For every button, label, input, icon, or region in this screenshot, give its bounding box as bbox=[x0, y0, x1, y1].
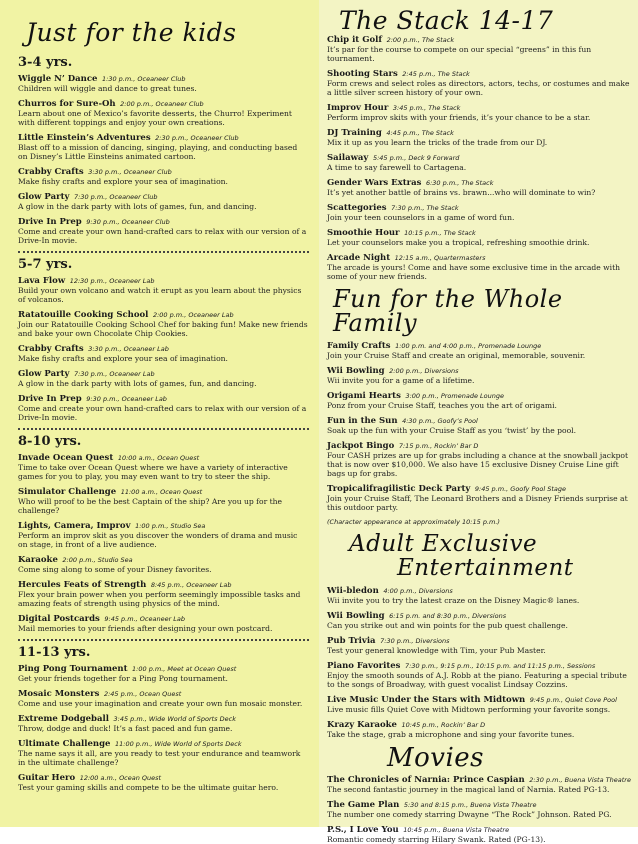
event-heading bbox=[327, 720, 632, 730]
stack-events bbox=[327, 35, 632, 281]
event-title: Drive In Prep bbox=[18, 394, 82, 404]
stack-header: The Stack 14-17 bbox=[339, 6, 554, 35]
event-description: Join your Cruise Staff and create an original, memorable, souvenir. bbox=[327, 351, 586, 360]
event-time-location: 6:15 p.m. and 8:30 p.m., Diversions bbox=[389, 612, 507, 621]
event-item bbox=[18, 453, 309, 481]
event-heading bbox=[327, 341, 632, 351]
event-title: Crabby Crafts bbox=[18, 167, 84, 177]
event-time-location: 1:00 p.m., Studio Sea bbox=[135, 522, 206, 530]
event-item bbox=[327, 416, 632, 435]
event-title: The Chronicles of Narnia: Prince Caspian bbox=[327, 775, 525, 786]
event-heading bbox=[327, 366, 632, 376]
event-time-location: 5:45 p.m., Deck 9 Forward bbox=[372, 154, 460, 162]
event-description: It’s par for the course to compete on our special “greens” in this fun tournament. bbox=[327, 45, 592, 63]
adult-events bbox=[327, 586, 632, 739]
event-item bbox=[18, 344, 309, 363]
event-title: Chip it Golf bbox=[327, 35, 383, 45]
event-heading bbox=[327, 775, 632, 785]
event-item bbox=[18, 192, 309, 211]
event-heading bbox=[18, 192, 309, 202]
event-heading bbox=[18, 453, 309, 463]
event-item bbox=[18, 521, 309, 549]
event-title: Wii Bowling bbox=[327, 611, 385, 622]
event-description: Who will proof to be the best Captain of the ship? Are you up for the challenge? bbox=[18, 497, 283, 515]
event-title: Little Einstein’s Adventures bbox=[18, 133, 151, 143]
section-divider bbox=[18, 428, 309, 430]
event-description: Come and create your own hand-crafted cars to relax with our version of a Drive-In movie. bbox=[18, 404, 307, 422]
event-title: Invade Ocean Quest bbox=[18, 453, 114, 463]
event-item bbox=[327, 775, 632, 794]
event-time-location: 2:00 p.m., Oceaneer Club bbox=[120, 100, 204, 108]
event-description: Can you strike out and win points for the pub quest challenge. bbox=[327, 621, 568, 631]
event-heading bbox=[18, 310, 309, 320]
event-time-location: 1:00 p.m. and 4:00 p.m., Promenade Lounge bbox=[395, 342, 542, 350]
event-description: Children will wiggle and dance to great tunes. bbox=[18, 84, 197, 93]
event-description: Get your friends together for a Ping Pong tournament. bbox=[18, 674, 228, 683]
event-description: Romantic comedy starring Hilary Swank. Rated (PG-13). bbox=[327, 835, 546, 844]
event-title: Scattegories bbox=[327, 203, 387, 213]
adult-header bbox=[327, 532, 632, 580]
event-heading bbox=[327, 103, 632, 113]
event-time-location: 2:45 p.m., Ocean Quest bbox=[103, 690, 182, 698]
event-heading bbox=[18, 99, 309, 109]
event-description: Form crews and select roles as directors, actors, techs, or costumes and make a little silver screen history of your own. bbox=[327, 79, 630, 97]
event-heading bbox=[18, 167, 309, 177]
event-description: It’s yet another battle of brains vs. brawn...who will dominate to win? bbox=[327, 188, 596, 197]
event-heading bbox=[18, 714, 309, 724]
event-item bbox=[18, 689, 309, 708]
event-item bbox=[327, 441, 632, 478]
event-title: Piano Favorites bbox=[327, 661, 401, 672]
event-time-location: 7:30 p.m., Oceaneer Lab bbox=[74, 370, 155, 378]
event-heading bbox=[327, 69, 632, 79]
event-item bbox=[327, 128, 632, 147]
kids-sections bbox=[18, 55, 309, 792]
event-time-location: 4:45 p.m., The Stack bbox=[386, 129, 454, 137]
event-description: Take the stage, grab a microphone and sing your favorite tunes. bbox=[327, 730, 575, 740]
event-title: DJ Training bbox=[327, 128, 382, 138]
event-title: Krazy Karaoke bbox=[327, 720, 397, 731]
event-item bbox=[327, 341, 632, 360]
event-time-location: 10:00 a.m., Ocean Quest bbox=[117, 454, 200, 462]
event-time-location: 5:30 and 8:15 p.m., Buena Vista Theatre bbox=[403, 801, 537, 810]
event-description: Test your gaming skills and compete to be the ultimate guitar hero. bbox=[18, 783, 279, 792]
event-description: Join our Ratatouille Cooking School Chef for baking fun! Make new friends and bake your own Chocolate Chip Cookies. bbox=[18, 320, 308, 338]
event-description: Join your Cruise Staff, The Leonard Brothers and a Disney Friends surprise at this outdoor party. bbox=[327, 494, 628, 512]
event-item bbox=[327, 35, 632, 63]
event-heading bbox=[18, 689, 309, 699]
event-item bbox=[327, 484, 632, 512]
event-description: Soak up the fun with your Cruise Staff as you ‘twist’ by the pool. bbox=[327, 426, 577, 435]
kids-column bbox=[0, 0, 319, 827]
event-heading bbox=[18, 394, 309, 404]
movies-header: Movies bbox=[387, 743, 485, 774]
event-heading bbox=[18, 773, 309, 783]
event-time-location: 2:00 p.m., Oceaneer Lab bbox=[152, 311, 234, 319]
event-title: Wii-bledon bbox=[327, 586, 379, 597]
event-time-location: 2:45 p.m., The Stack bbox=[402, 70, 470, 78]
event-item bbox=[18, 580, 309, 608]
event-item bbox=[327, 636, 632, 655]
event-description: Blast off to a mission of dancing, singing, playing, and conducting based on Disney’s Little Einsteins animated cartoon. bbox=[18, 143, 298, 161]
event-item bbox=[18, 487, 309, 515]
event-time-location: 3:30 p.m., Oceaneer Club bbox=[88, 168, 172, 176]
event-title: Family Crafts bbox=[327, 341, 391, 351]
event-heading bbox=[327, 484, 632, 494]
event-heading bbox=[327, 661, 632, 671]
event-item bbox=[327, 586, 632, 605]
event-title: Arcade Night bbox=[327, 253, 391, 263]
event-heading bbox=[327, 636, 632, 646]
section-divider bbox=[18, 251, 309, 253]
adult-header-line1: Adult Exclusive bbox=[349, 531, 538, 557]
event-heading bbox=[327, 128, 632, 138]
event-description: Ponz from your Cruise Staff, teaches you the art of origami. bbox=[327, 401, 557, 410]
event-description: A glow in the dark party with lots of games, fun, and dancing. bbox=[18, 379, 257, 388]
event-title: Improv Hour bbox=[327, 103, 389, 113]
event-title: Drive In Prep bbox=[18, 217, 82, 227]
event-item bbox=[327, 720, 632, 739]
event-time-location: 7:30 p.m., The Stack bbox=[391, 204, 459, 212]
event-time-location: 9:30 p.m., Oceaneer Club bbox=[86, 218, 170, 226]
event-item bbox=[327, 153, 632, 172]
event-title: Hercules Feats of Strength bbox=[18, 580, 147, 590]
event-heading bbox=[327, 35, 632, 45]
family-events bbox=[327, 341, 632, 512]
event-time-location: 10:45 p.m., Rockin’ Bar D bbox=[401, 721, 486, 730]
event-description: The number one comedy starring Dwayne “The Rock” Johnson. Rated PG. bbox=[327, 810, 612, 820]
event-time-location: 1:30 p.m., Oceaneer Club bbox=[102, 75, 186, 83]
event-description: Come and use your imagination and create your own fun mosaic monster. bbox=[18, 699, 303, 708]
event-title: Ping Pong Tournament bbox=[18, 664, 128, 674]
event-item bbox=[18, 555, 309, 574]
event-description: Let your counselors make you a tropical, refreshing smoothie drink. bbox=[327, 238, 590, 247]
event-time-location: 3:30 p.m., Oceaneer Lab bbox=[88, 345, 169, 353]
event-heading bbox=[18, 580, 309, 590]
event-heading bbox=[327, 441, 632, 451]
event-title: Digital Postcards bbox=[18, 614, 100, 624]
event-time-location: 12:30 p.m., Oceaneer Lab bbox=[69, 277, 155, 285]
event-description: A time to say farewell to Cartagena. bbox=[327, 163, 467, 172]
event-time-location: 12:00 a.m., Ocean Quest bbox=[79, 774, 162, 782]
event-heading bbox=[327, 178, 632, 188]
event-title: Lava Flow bbox=[18, 276, 66, 286]
event-description: Enjoy the smooth sounds of A.J. Robb at the piano. Featuring a special tribute to the songs of Broadway, with guest vocalist Lindsay Cozzins. bbox=[327, 671, 627, 690]
event-item bbox=[18, 614, 309, 633]
event-heading bbox=[327, 586, 632, 596]
age-group-events bbox=[18, 276, 309, 422]
event-description: Perform an improv skit as you discover the wonders of drama and music on stage, in front of a live audience. bbox=[18, 531, 298, 549]
event-description: Live music fills Quiet Cove with Midtown performing your favorite songs. bbox=[327, 705, 611, 715]
event-title: Tropicalifragilistic Deck Party bbox=[327, 484, 471, 494]
event-item bbox=[18, 167, 309, 186]
event-title: Ultimate Challenge bbox=[18, 739, 111, 749]
event-item bbox=[327, 178, 632, 197]
section-divider bbox=[18, 639, 309, 641]
event-heading bbox=[18, 133, 309, 143]
event-time-location: 7:30 p.m., Diversions bbox=[380, 637, 450, 646]
event-title: P.S., I Love You bbox=[327, 825, 399, 836]
event-description: Mail memories to your friends after designing your own postcard. bbox=[18, 624, 273, 633]
event-description: Throw, dodge and duck! It’s a fast paced and fun game. bbox=[18, 724, 233, 733]
event-heading bbox=[18, 487, 309, 497]
event-item bbox=[18, 74, 309, 93]
event-description: The second fantastic journey in the magical land of Narnia. Rated PG-13. bbox=[327, 785, 610, 795]
event-description: Wii invite you for a game of a lifetime. bbox=[327, 376, 475, 385]
event-title: Churros for Sure-Oh bbox=[18, 99, 116, 109]
event-item bbox=[327, 611, 632, 630]
event-time-location: 2:30 p.m., Oceaneer Club bbox=[155, 134, 239, 142]
event-heading bbox=[18, 664, 309, 674]
event-title: Guitar Hero bbox=[18, 773, 76, 783]
event-time-location: 10:45 p.m., Buena Vista Theatre bbox=[403, 826, 510, 835]
event-heading bbox=[327, 228, 632, 238]
event-time-location: 7:30 p.m., 9:15 p.m., 10:15 p.m. and 11:15 p.m., Sessions bbox=[405, 662, 596, 671]
event-heading bbox=[327, 153, 632, 163]
age-group-events bbox=[18, 664, 309, 792]
movie-events bbox=[327, 775, 632, 844]
age-group-events bbox=[18, 453, 309, 633]
event-title: Extreme Dodgeball bbox=[18, 714, 109, 724]
kids-header: Just for the kids bbox=[26, 18, 237, 47]
event-title: Live Music Under the Stars with Midtown bbox=[327, 695, 526, 706]
event-description: Build your own volcano and watch it erupt as you learn about the physics of volcanos. bbox=[18, 286, 302, 304]
event-time-location: 4:00 p.m., Diversions bbox=[383, 587, 453, 596]
event-item bbox=[327, 661, 632, 689]
event-time-location: 9:45 p.m., Goofy Pool Stage bbox=[474, 485, 566, 493]
event-description: A glow in the dark party with lots of games, fun, and dancing. bbox=[18, 202, 257, 211]
event-time-location: 1:00 p.m., Meet at Ocean Quest bbox=[132, 665, 237, 673]
event-time-location: 11:00 p.m., Wide World of Sports Deck bbox=[115, 740, 242, 748]
event-item bbox=[327, 253, 632, 281]
event-heading bbox=[18, 614, 309, 624]
event-title: Wii Bowling bbox=[327, 366, 385, 376]
event-description: Join your teen counselors in a game of word fun. bbox=[327, 213, 515, 222]
event-title: Origami Hearts bbox=[327, 391, 401, 401]
family-note: (Character appearance at approximately 10:15 p.m.) bbox=[327, 518, 500, 526]
event-item bbox=[18, 714, 309, 733]
event-time-location: 3:45 p.m., The Stack bbox=[392, 104, 461, 112]
event-item bbox=[18, 217, 309, 245]
event-item bbox=[327, 103, 632, 122]
event-title: Smoothie Hour bbox=[327, 228, 400, 238]
age-group-heading: 5-7 yrs. bbox=[18, 257, 73, 272]
event-time-location: 9:45 p.m., Quiet Cove Pool bbox=[529, 696, 617, 705]
event-heading bbox=[327, 611, 632, 621]
event-item bbox=[18, 664, 309, 683]
event-title: Simulator Challenge bbox=[18, 487, 117, 497]
event-title: Shooting Stars bbox=[327, 69, 398, 79]
event-item bbox=[327, 366, 632, 385]
event-description: Come and create your own hand-crafted cars to relax with our version of a Drive-In movie. bbox=[18, 227, 307, 245]
adult-header-line2: Entertainment bbox=[397, 555, 574, 582]
event-title: Ratatouille Cooking School bbox=[18, 310, 149, 320]
event-time-location: 2:00 p.m., Studio Sea bbox=[62, 556, 133, 564]
event-title: Fun in the Sun bbox=[327, 416, 398, 426]
event-time-location: 2:00 p.m., The Stack bbox=[386, 36, 455, 44]
event-heading bbox=[18, 369, 309, 379]
event-title: Pub Trivia bbox=[327, 636, 376, 647]
event-title: Wiggle N’ Dance bbox=[18, 74, 98, 84]
event-title: The Game Plan bbox=[327, 800, 400, 811]
event-time-location: 7:30 p.m., Oceaneer Club bbox=[74, 193, 158, 201]
event-description: Learn about one of Mexico’s favorite desserts, the Churro! Experiment with different toppings and enjoy your own creations. bbox=[18, 109, 292, 127]
event-heading bbox=[18, 739, 309, 749]
event-time-location: 4:30 p.m., Goofy’s Pool bbox=[402, 417, 478, 425]
event-heading bbox=[327, 416, 632, 426]
event-heading bbox=[18, 555, 309, 565]
event-description: Make fishy crafts and explore your sea of imagination. bbox=[18, 354, 228, 363]
event-time-location: 8:45 p.m., Oceaneer Lab bbox=[150, 581, 232, 589]
event-heading bbox=[327, 253, 632, 263]
event-description: Make fishy crafts and explore your sea of imagination. bbox=[18, 177, 228, 186]
event-item bbox=[18, 133, 309, 161]
event-heading bbox=[327, 695, 632, 705]
event-time-location: 7:15 p.m., Rockin’ Bar D bbox=[398, 442, 479, 450]
event-description: Perform improv skits with your friends, it’s your chance to be a star. bbox=[327, 113, 591, 122]
event-title: Mosaic Monsters bbox=[18, 689, 100, 699]
event-item bbox=[327, 391, 632, 410]
age-group-events bbox=[18, 74, 309, 245]
event-heading bbox=[327, 203, 632, 213]
event-description: Flex your brain power when you perform seemingly impossible tasks and amazing feats of strength using physics of the mind. bbox=[18, 590, 301, 608]
event-heading bbox=[18, 217, 309, 227]
event-heading bbox=[327, 800, 632, 810]
age-group-heading: 8-10 yrs. bbox=[18, 434, 82, 449]
event-time-location: 3:45 p.m., Wide World of Sports Deck bbox=[113, 715, 236, 723]
event-item bbox=[18, 99, 309, 127]
event-description: Come sing along to some of your Disney favorites. bbox=[18, 565, 212, 574]
event-time-location: 3:00 p.m., Promenade Lounge bbox=[405, 392, 504, 400]
event-item bbox=[327, 69, 632, 97]
event-time-location: 9:45 p.m., Oceaneer Lab bbox=[104, 615, 186, 623]
event-time-location: 12:15 a.m., Quartermasters bbox=[394, 254, 486, 262]
event-title: Lights, Camera, Improv bbox=[18, 521, 131, 531]
event-heading bbox=[18, 521, 309, 531]
event-description: The name says it all, are you ready to test your endurance and teamwork in the ultimate challenge? bbox=[18, 749, 301, 767]
event-title: Sailaway bbox=[327, 153, 369, 163]
event-item bbox=[18, 394, 309, 422]
event-description: The arcade is yours! Come and have some exclusive time in the arcade with some of your new friends. bbox=[327, 263, 621, 281]
event-title: Gender Wars Extras bbox=[327, 178, 422, 188]
event-description: Time to take over Ocean Quest where we have a variety of interactive games for you to play, you may even want to try to steer the ship. bbox=[18, 463, 288, 481]
event-title: Karaoke bbox=[18, 555, 58, 565]
age-group-heading: 3-4 yrs. bbox=[18, 55, 73, 70]
event-item bbox=[327, 203, 632, 222]
event-title: Jackpot Bingo bbox=[327, 441, 395, 451]
event-description: Wii invite you to try the latest craze on the Disney Magic® lanes. bbox=[327, 596, 580, 606]
age-group-heading: 11-13 yrs. bbox=[18, 645, 91, 660]
event-item bbox=[18, 739, 309, 767]
event-title: Crabby Crafts bbox=[18, 344, 84, 354]
event-heading bbox=[327, 391, 632, 401]
event-heading bbox=[327, 825, 632, 835]
event-item bbox=[18, 276, 309, 304]
event-time-location: 10:15 p.m., The Stack bbox=[404, 229, 476, 237]
event-heading bbox=[18, 74, 309, 84]
event-title: Glow Party bbox=[18, 369, 70, 379]
event-item bbox=[327, 800, 632, 819]
event-time-location: 6:30 p.m., The Stack bbox=[425, 179, 494, 187]
event-time-location: 9:30 p.m., Oceaneer Lab bbox=[86, 395, 167, 403]
event-item bbox=[327, 695, 632, 714]
event-time-location: 11:00 a.m., Ocean Quest bbox=[120, 488, 203, 496]
family-header: Fun for the Whole Family bbox=[333, 285, 563, 337]
event-description: Four CASH prizes are up for grabs including a chance at the snowball jackpot that is now over $10,000. We also have 15 exclusive Disney Cruise Line gift bags up for grabs. bbox=[327, 451, 629, 478]
event-description: Mix it up as you learn the tricks of the trade from our DJ. bbox=[327, 138, 548, 147]
event-time-location: 2:30 p.m., Buena Vista Theatre bbox=[529, 776, 631, 785]
event-heading bbox=[18, 344, 309, 354]
event-item bbox=[18, 369, 309, 388]
event-description: Test your general knowledge with Tim, your Pub Master. bbox=[327, 646, 546, 656]
event-title: Glow Party bbox=[18, 192, 70, 202]
event-item bbox=[18, 773, 309, 792]
event-heading bbox=[18, 276, 309, 286]
event-item bbox=[327, 228, 632, 247]
event-item bbox=[18, 310, 309, 338]
event-item bbox=[327, 825, 632, 844]
right-column bbox=[319, 0, 638, 844]
event-time-location: 2:00 p.m., Diversions bbox=[389, 367, 459, 375]
